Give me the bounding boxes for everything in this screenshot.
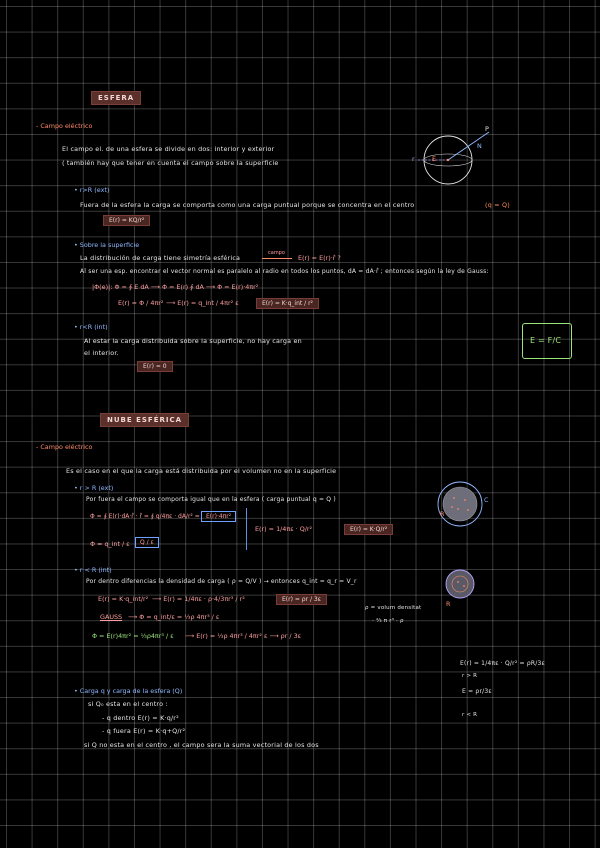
green-note: E = F/C xyxy=(530,336,562,345)
surface-text-1b: E(r) = E(r)·r̂ ? xyxy=(298,254,341,262)
charge-line-2: - q dentro E(r) = K·q/r² xyxy=(102,714,179,722)
cloud-section-campo-electrico: - Campo eléctrico xyxy=(36,443,93,451)
surface-heading: • Sobre la superficie xyxy=(74,241,140,249)
summary-line-2b: r < R xyxy=(462,712,478,718)
diagram-label-e: E xyxy=(432,155,437,163)
ext-note: (q = Q) xyxy=(485,201,510,209)
surface-arrow-label: campo xyxy=(268,250,285,256)
ext-text: Fuera de la esfera la carga se comporta como una carga puntual porque se concentra en el centro xyxy=(80,201,415,209)
cloud-int-eq-1b: ⟶ E(r) = 1/4πε · ρ·4/3πr³ / r² xyxy=(152,595,245,603)
cloud-int-eq-3b: ⟶ E(r) = ⅓ρ 4πr³ / 4πr² ε ⟶ ρr / 3ε xyxy=(185,632,302,640)
surface-arrow xyxy=(262,258,292,259)
center-dot xyxy=(447,159,449,161)
cloud-int-note-2: · ⁴⁄₃ π r³ · ρ xyxy=(372,618,404,624)
cloud-ext-eq-1b: E(r)·4πr² xyxy=(201,511,236,522)
summary-line-1: E(r) = 1/4πε · Q/r² = ρR/3ε xyxy=(460,660,545,667)
surface-eq-2b: ⟶ E(r) = q_int / 4πr² ε xyxy=(166,299,239,307)
cloud-ext-heading: • r > R (ext) xyxy=(74,484,114,492)
surface-eq-2a: E(r) = Φ / 4πr² xyxy=(118,299,164,307)
surface-text-1: La distribución de carga tiene simetría esférica xyxy=(80,254,241,262)
sphere-diagram xyxy=(405,122,505,192)
cloud-ext-eq-1: Φ = ∮ E(r)·dA·r̂ · r̂ = ∮ q/4πε · dA/r² = xyxy=(90,513,200,520)
cloud-int-note-1: ρ = volum densitat xyxy=(365,605,422,611)
cloud-ext-divider xyxy=(246,508,247,550)
section-campo-electrico: - Campo eléctrico xyxy=(36,122,93,130)
diagram-label-r: r xyxy=(412,155,415,163)
surface-text-2: Al ser una esp. encontrar el vector normal es paralelo al radio en todos los puntos, dA = dA·r̂ ; entonces según la ley de Gauss: xyxy=(80,268,489,275)
cloud-diagram-label-r: R xyxy=(440,510,445,518)
intro-line-1: El campo el. de una esfera se divide en dos: interior y exterior xyxy=(62,145,275,153)
cloud-int-eq-2: ⟶ Φ = q_int/ε = ⅓ρ 4πr³ / ε xyxy=(128,613,220,621)
cloud-int-heading: • r < R (int) xyxy=(74,566,112,574)
charge-line-1: si Q₀ esta en el centro : xyxy=(88,700,168,708)
cloud-diagram-label-c: C xyxy=(484,496,489,504)
cloud-ext-eq-2: Φ = q_int / ε xyxy=(90,540,130,548)
ext-result: E(r) = KQ/r² xyxy=(103,215,150,226)
cloud-int-text: Por dentro diferencias la densidad de carga ( ρ = Q/V ) → entonces q_int = q_r = V_r xyxy=(86,578,357,585)
diagram-label-p: P xyxy=(485,125,490,133)
cloud-int-gauss: GAUSS xyxy=(100,613,123,621)
charge-line-3: - q fuera E(r) = K·q+Q/r² xyxy=(102,727,186,735)
int-text-1: Al estar la carga distribuida sobre la superficie, no hay carga en xyxy=(84,337,302,345)
cloud-ext-eq-2b: Q / ε xyxy=(135,537,159,548)
surface-result: E(r) = K·q_int / r² xyxy=(256,298,319,309)
summary-line-2: E = ρr/3ε xyxy=(462,688,492,695)
cloud-intro: Es el caso en el que la carga está distribuida por el volumen no en la superficie xyxy=(66,467,337,475)
title-nube-esferica: NUBE ESFÉRICA xyxy=(100,413,189,427)
cloud-inner-sphere xyxy=(443,487,477,521)
cloud-int-sphere xyxy=(446,570,474,598)
cloud-diagram-ext xyxy=(432,480,492,530)
charge-heading: • Carga q y carga de la esfera (Q) xyxy=(74,687,183,695)
charge-line-4: si Q no esta en el centro , el campo sera la suma vectorial de los dos xyxy=(84,741,319,749)
cloud-diagram-label-r2: R xyxy=(446,600,451,608)
int-heading: • r<R (int) xyxy=(74,323,108,331)
ext-heading: • r>R (ext) xyxy=(74,186,110,194)
normal-vector xyxy=(448,132,489,160)
summary-line-1b: r > R xyxy=(462,673,478,679)
diagram-label-n: N xyxy=(477,142,482,150)
cloud-ext-result: E(r) = K·Q/r² xyxy=(344,524,393,535)
title-esfera: ESFERA xyxy=(91,91,141,105)
surface-eq-1: |Φ(e)|: Φ = ∮ E dA ⟶ Φ = E(r) ∮ dA ⟶ Φ = E(r)·4πr² xyxy=(92,283,259,291)
int-text-2: el interior. xyxy=(84,349,119,357)
int-result: E(r) = 0 xyxy=(137,361,173,372)
cloud-int-eq-3: Φ = E(r)4πr² = ⅓ρ4πr³ / ε xyxy=(92,632,174,640)
cloud-ext-eq-3: E(r) = 1/4πε · Q/r² xyxy=(255,525,313,533)
intro-line-2: ( también hay que tener en cuenta el campo sobre la superficie xyxy=(62,159,279,167)
cloud-int-eq-1: E(r) = K·q_int/r² xyxy=(98,595,149,603)
cloud-ext-text: Por fuera el campo se comporta igual que en la esfera ( carga puntual q = Q ) xyxy=(86,496,336,503)
cloud-int-result: E(r) = ρr / 3ε xyxy=(276,594,327,605)
